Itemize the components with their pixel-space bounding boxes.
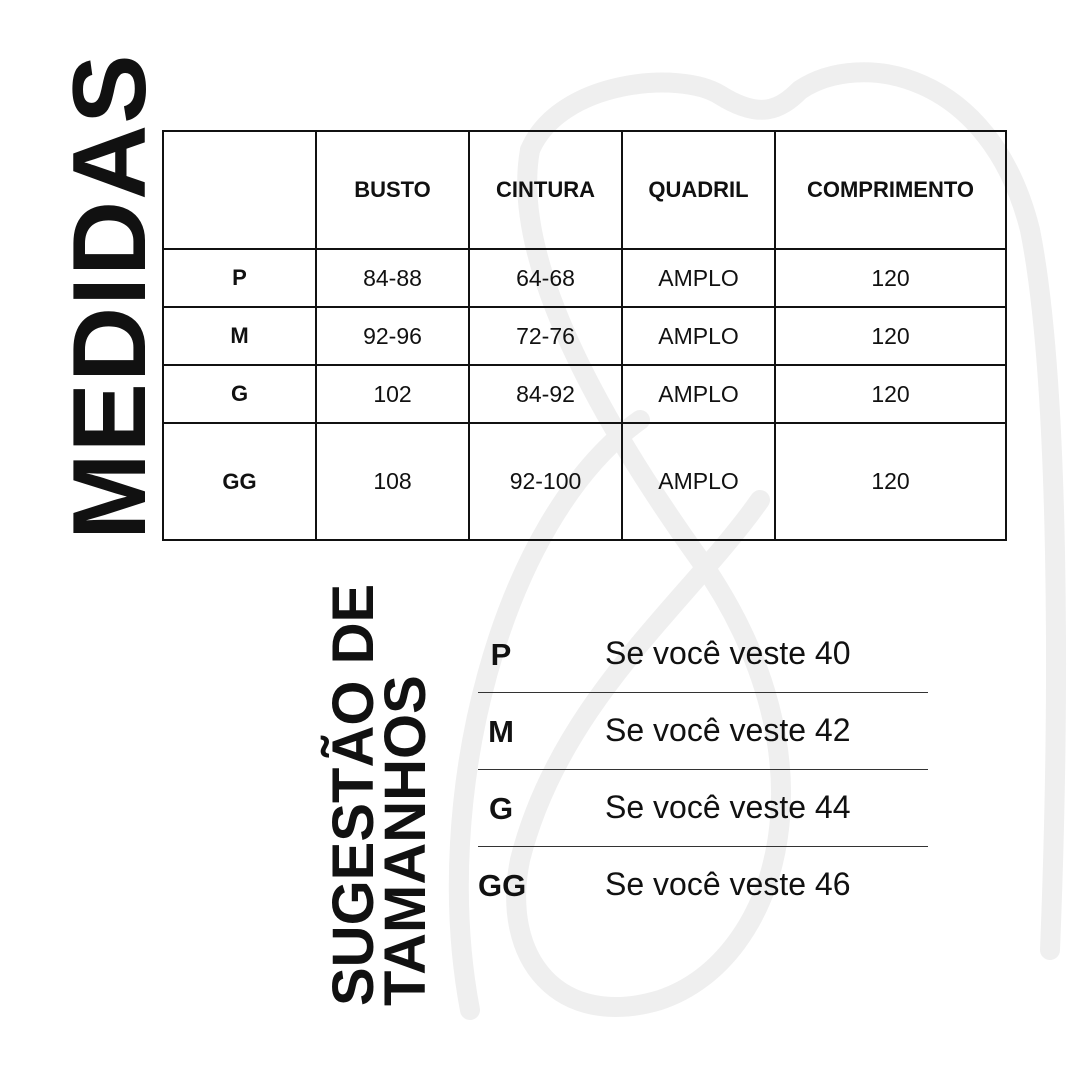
comprimento-cell: 120 bbox=[775, 365, 1006, 423]
suggestion-item bbox=[478, 692, 928, 770]
table-header-row bbox=[163, 131, 1006, 249]
suggestion-item bbox=[478, 846, 928, 923]
header-empty bbox=[163, 131, 316, 249]
suggestion-text: Se você veste 42 bbox=[605, 712, 851, 748]
measurements-table bbox=[162, 130, 1007, 541]
header-busto: BUSTO bbox=[316, 131, 469, 249]
suggestion-title-line1: SUGESTÃO DE bbox=[321, 583, 386, 1006]
quadril-cell: AMPLO bbox=[622, 365, 775, 423]
cintura-cell: 64-68 bbox=[469, 249, 622, 307]
suggestion-size: G bbox=[488, 791, 514, 826]
busto-cell: 92-96 bbox=[316, 307, 469, 365]
medidas-title: MEDIDAS bbox=[52, 53, 168, 540]
size-cell: GG bbox=[163, 423, 316, 540]
cintura-cell: 84-92 bbox=[469, 365, 622, 423]
comprimento-cell: 120 bbox=[775, 307, 1006, 365]
suggestion-text: Se você veste 46 bbox=[605, 866, 851, 902]
suggestion-title bbox=[321, 583, 438, 1006]
header-comprimento: COMPRIMENTO bbox=[775, 131, 1006, 249]
busto-cell: 84-88 bbox=[316, 249, 469, 307]
table-row bbox=[163, 423, 1006, 540]
quadril-cell: AMPLO bbox=[622, 249, 775, 307]
quadril-cell: AMPLO bbox=[622, 307, 775, 365]
size-cell: P bbox=[163, 249, 316, 307]
comprimento-cell: 120 bbox=[775, 423, 1006, 540]
comprimento-cell: 120 bbox=[775, 249, 1006, 307]
header-quadril: QUADRIL bbox=[622, 131, 775, 249]
suggestion-item bbox=[478, 615, 928, 693]
table-row bbox=[163, 249, 1006, 307]
suggestion-item bbox=[478, 769, 928, 847]
suggestion-text: Se você veste 44 bbox=[605, 789, 851, 825]
suggestion-size: M bbox=[488, 714, 514, 749]
busto-cell: 108 bbox=[316, 423, 469, 540]
size-cell: M bbox=[163, 307, 316, 365]
suggestion-text: Se você veste 40 bbox=[605, 635, 851, 671]
table-row bbox=[163, 307, 1006, 365]
cintura-cell: 92-100 bbox=[469, 423, 622, 540]
cintura-cell: 72-76 bbox=[469, 307, 622, 365]
header-cintura: CINTURA bbox=[469, 131, 622, 249]
suggestion-title-line2: TAMANHOS bbox=[373, 675, 438, 1006]
size-cell: G bbox=[163, 365, 316, 423]
quadril-cell: AMPLO bbox=[622, 423, 775, 540]
table-row bbox=[163, 365, 1006, 423]
suggestion-size: GG bbox=[478, 868, 527, 903]
suggestion-size: P bbox=[490, 637, 512, 672]
busto-cell: 102 bbox=[316, 365, 469, 423]
